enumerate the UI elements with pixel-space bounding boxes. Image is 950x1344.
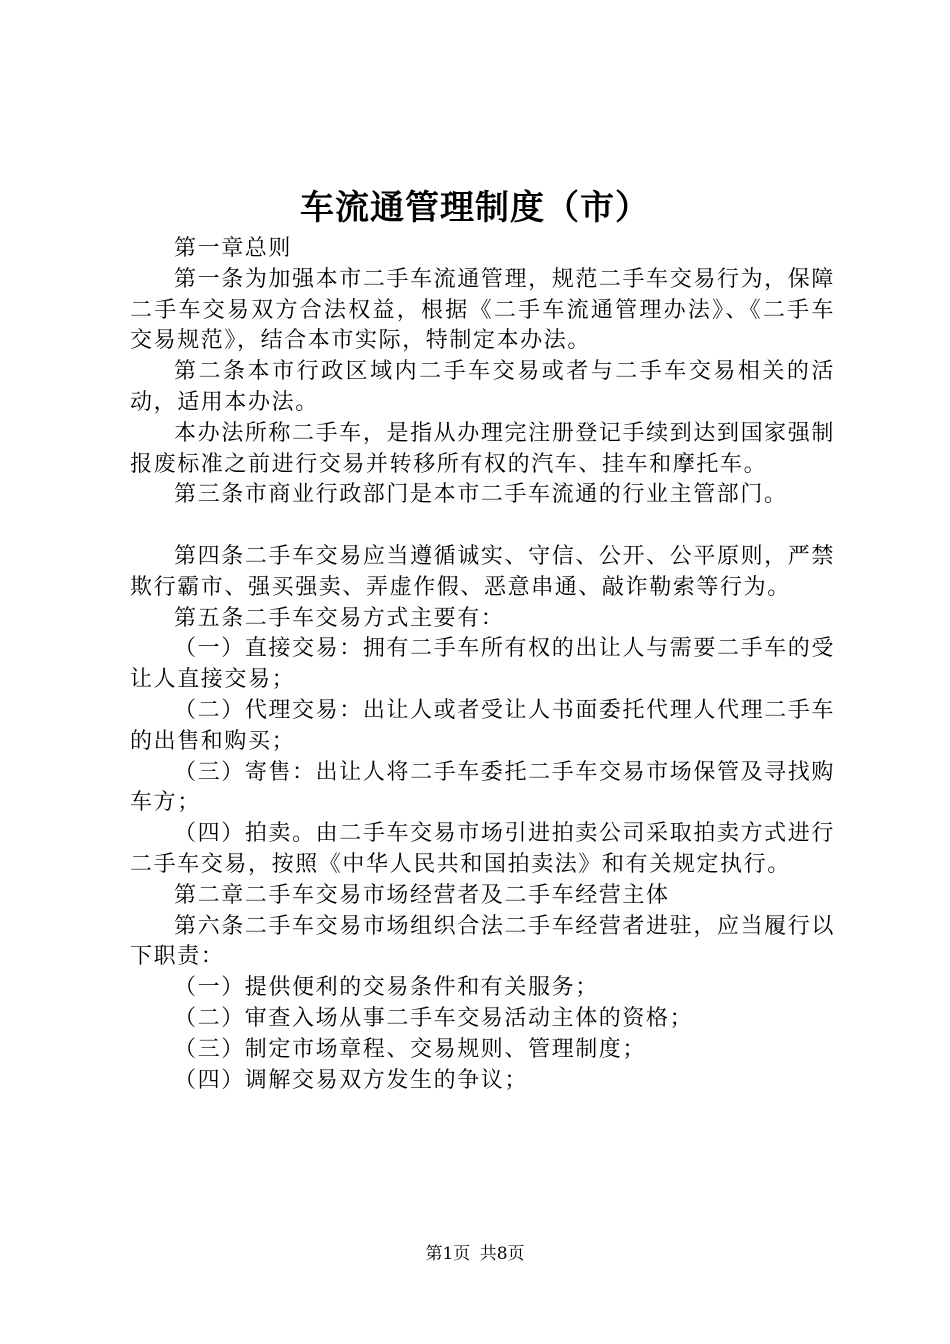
page-title: 车流通管理制度（市） (300, 188, 650, 228)
paragraph: 本办法所称二手车，是指从办理完注册登记手续到达到国家强制报废标准之前进行交易并转移所有权的汽车、挂车和摩托车。 (130, 420, 835, 477)
list-item: （一）直接交易：拥有二手车所有权的出让人与需要二手车的受让人直接交易； (130, 636, 835, 693)
paragraph: 第六条二手车交易市场组织合法二手车经营者进驻，应当履行以下职责： (130, 913, 835, 970)
list-item: （四）拍卖。由二手车交易市场引进拍卖公司采取拍卖方式进行二手车交易，按照《中华人民共和国拍卖法》和有关规定执行。 (130, 821, 835, 877)
list-item: （四）调解交易双方发生的争议； (174, 1067, 529, 1093)
list-item: （一）提供便利的交易条件和有关服务； (174, 975, 599, 1001)
document-body (130, 234, 835, 1096)
blank-line (130, 511, 835, 542)
paragraph: 第一条为加强本市二手车流通管理，规范二手车交易行为，保障二手车交易双方合法权益，根据《二手车流通管理办法》、《二手车交易规范》，结合本市实际，特制定本办法。 (130, 266, 835, 354)
paragraph: 第五条二手车交易方式主要有： (174, 605, 505, 631)
paragraph: 第三条市商业行政部门是本市二手车流通的行业主管部门。 (174, 482, 788, 508)
list-item: （二）代理交易：出让人或者受让人书面委托代理人代理二手车的出售和购买； (130, 697, 835, 754)
page-number: 第1页 (425, 1244, 471, 1264)
chapter-heading: 第一章总则 (174, 236, 293, 261)
page-footer (0, 1242, 950, 1266)
page-total: 共8页 (479, 1244, 525, 1264)
chapter-heading: 第二章二手车交易市场经营者及二手车经营主体 (174, 882, 670, 908)
paragraph: 第二条本市行政区域内二手车交易或者与二手车交易相关的活动，适用本办法。 (130, 359, 835, 415)
list-item: （三）寄售：出让人将二手车委托二手车交易市场保管及寻找购车方； (130, 759, 835, 816)
list-item: （三）制定市场章程、交易规则、管理制度； (174, 1036, 647, 1062)
list-item: （二）审查入场从事二手车交易活动主体的资格； (174, 1005, 694, 1031)
paragraph: 第四条二手车交易应当遵循诚实、守信、公开、公平原则，严禁欺行霸市、强买强卖、弄虚作假、恶意串通、敲诈勒索等行为。 (130, 543, 835, 600)
